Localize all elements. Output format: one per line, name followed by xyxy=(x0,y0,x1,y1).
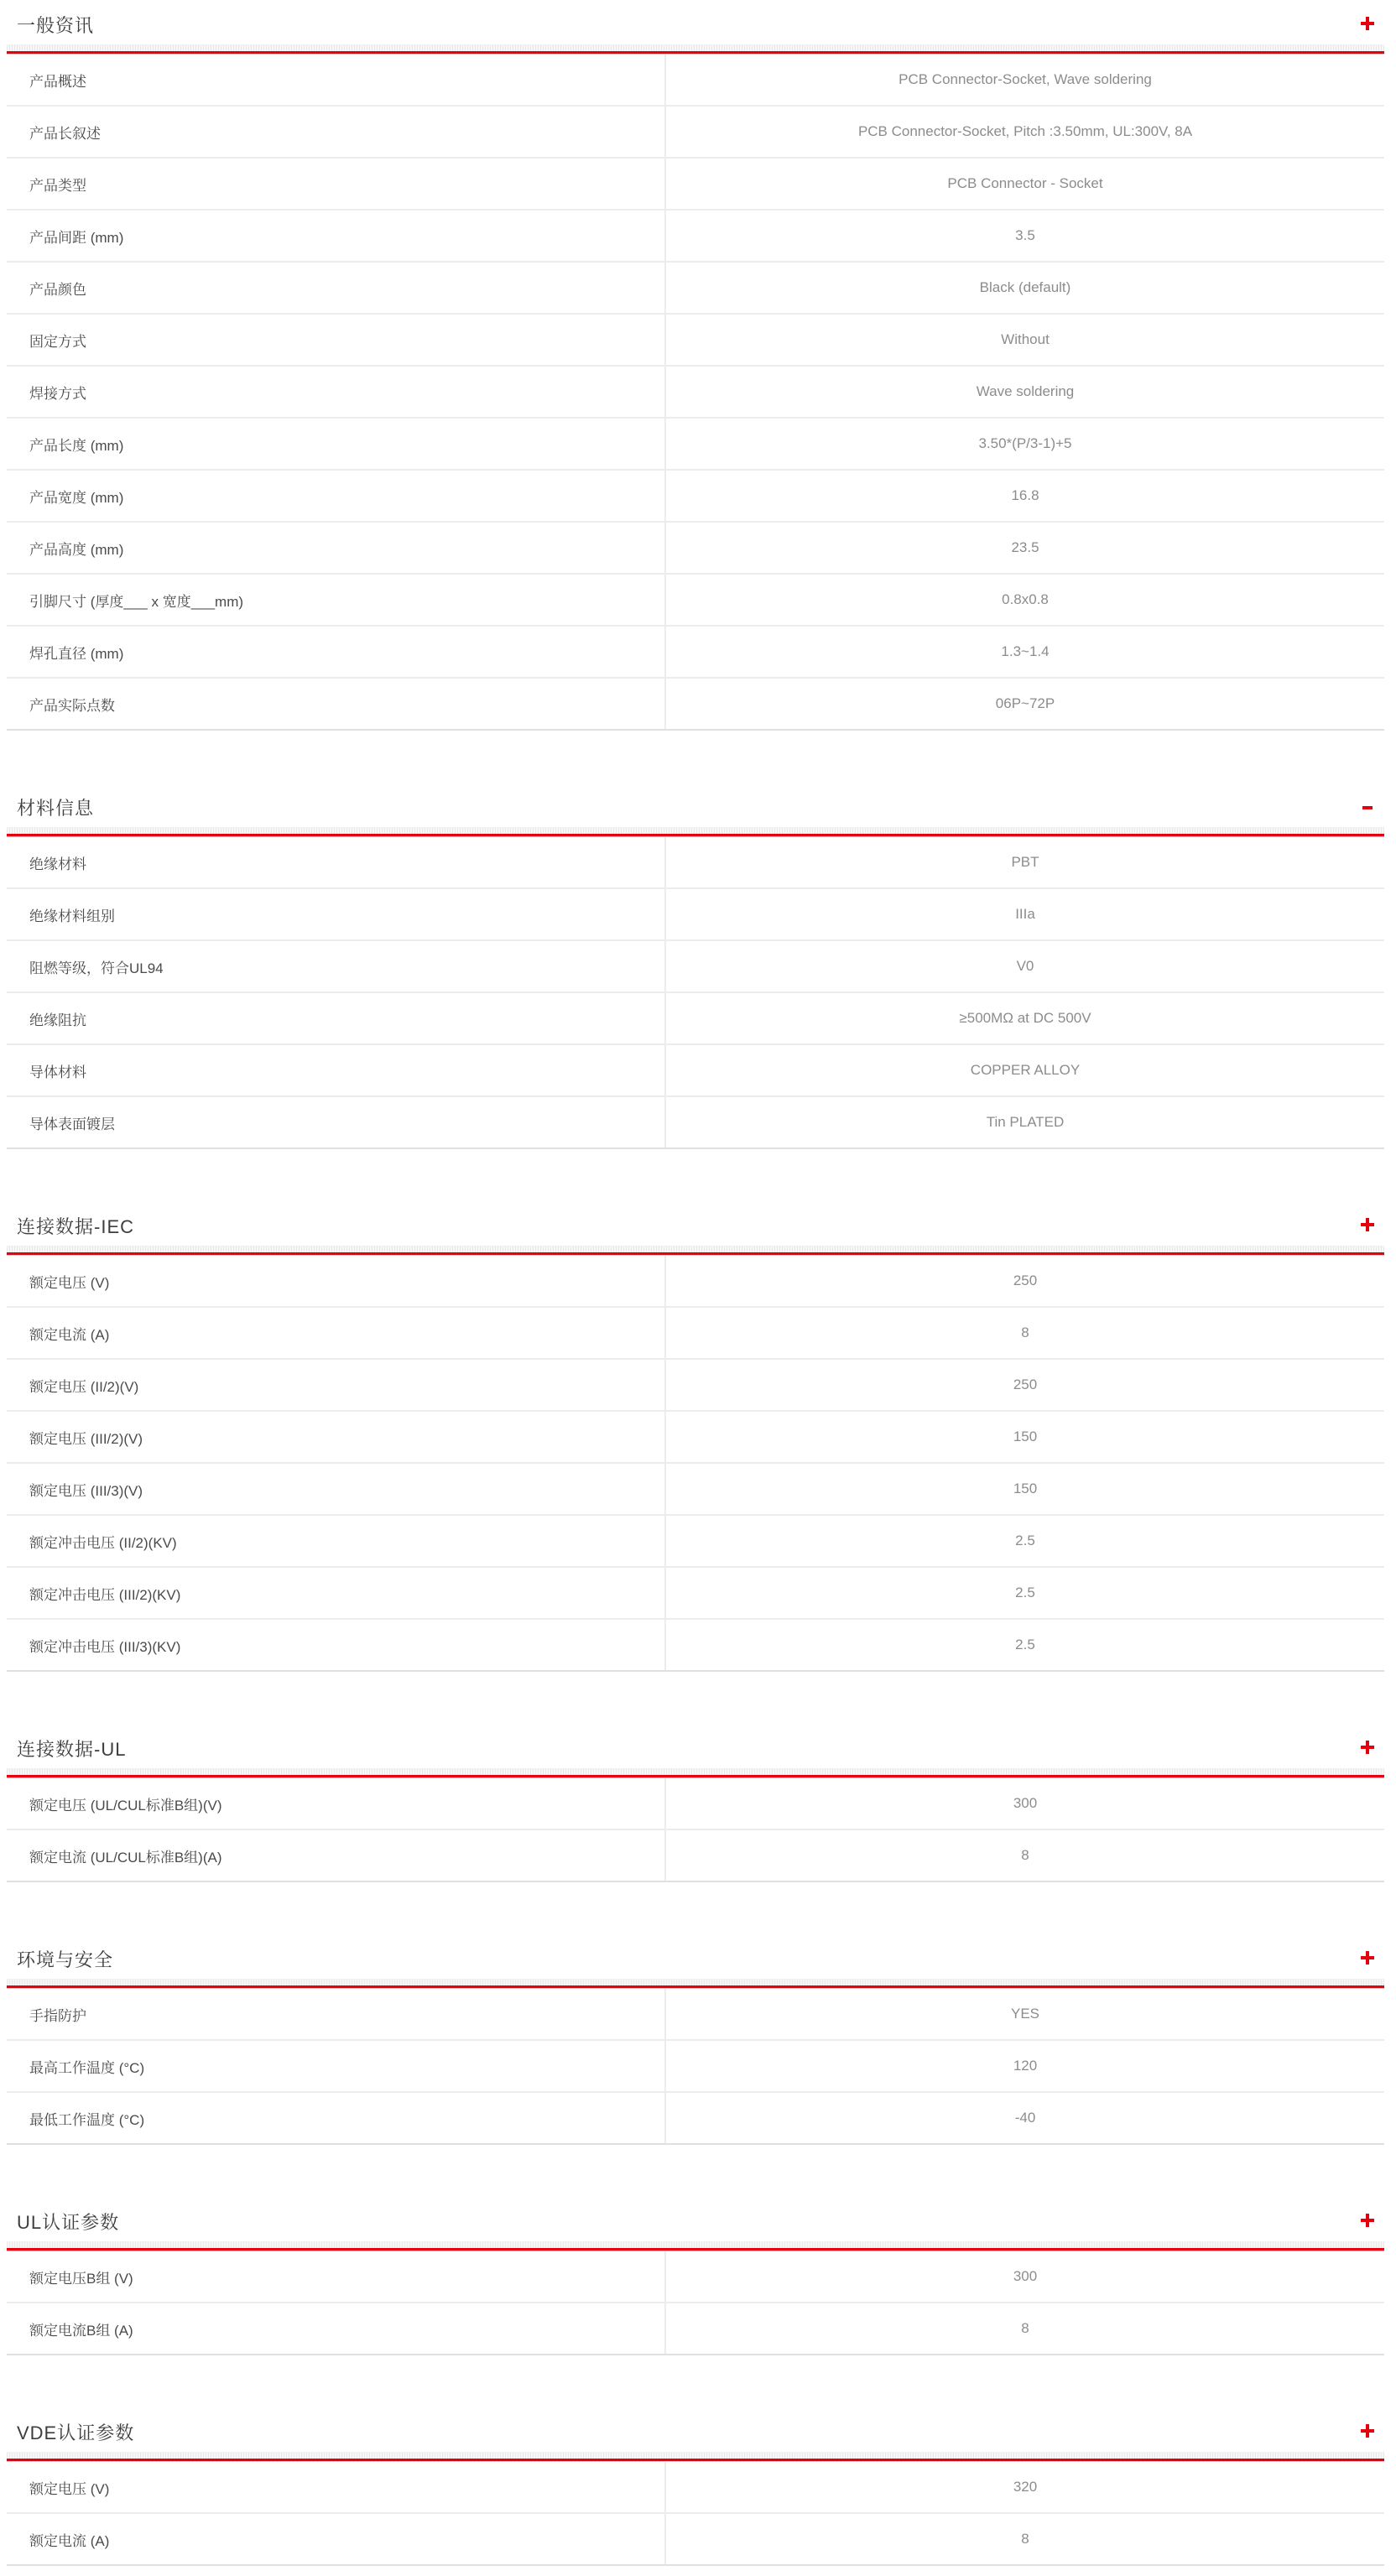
expand-button[interactable] xyxy=(1361,1951,1374,1965)
table-row xyxy=(7,417,1384,469)
spec-section xyxy=(7,0,1384,731)
row-label: 导体材料 xyxy=(7,1045,666,1095)
table-row xyxy=(7,1095,1384,1147)
row-value: 0.8x0.8 xyxy=(1002,591,1049,607)
table-row xyxy=(7,991,1384,1043)
section-table xyxy=(7,55,1384,731)
row-value: 1.3~1.4 xyxy=(1001,643,1050,659)
plus-icon xyxy=(1361,2214,1374,2227)
row-value: 06P~72P xyxy=(995,695,1055,711)
row-value: 250 xyxy=(1013,1376,1038,1392)
row-label: 产品类型 xyxy=(7,159,666,209)
spec-section xyxy=(7,1201,1384,1672)
section-table xyxy=(7,2462,1384,2566)
row-value: 120 xyxy=(1013,2058,1038,2074)
row-label: 产品颜色 xyxy=(7,263,666,313)
section-divider-band xyxy=(7,827,1384,834)
row-label: 产品宽度 (mm) xyxy=(7,471,666,521)
table-row xyxy=(7,677,1384,729)
row-value: 150 xyxy=(1013,1481,1038,1496)
row-label: 产品长叙述 xyxy=(7,107,666,157)
table-row xyxy=(7,157,1384,209)
row-value: V0 xyxy=(1016,958,1034,974)
section-title: UL认证参数 xyxy=(17,2212,120,2233)
table-row xyxy=(7,939,1384,991)
row-value: COPPER ALLOY xyxy=(970,1062,1081,1078)
row-label: 引脚尺寸 (厚度___ x 宽度___mm) xyxy=(7,575,666,625)
expand-button[interactable] xyxy=(1361,17,1374,30)
table-row xyxy=(7,1410,1384,1462)
section-table xyxy=(7,1778,1384,1882)
section-title: 材料信息 xyxy=(17,798,95,819)
row-value: Wave soldering xyxy=(976,383,1075,399)
row-value: PCB Connector-Socket, Wave soldering xyxy=(899,71,1152,87)
table-row xyxy=(7,2512,1384,2564)
table-row xyxy=(7,469,1384,521)
table-row xyxy=(7,1358,1384,1410)
table-row xyxy=(7,887,1384,939)
section-header xyxy=(7,2197,1384,2241)
row-value: 16.8 xyxy=(1011,487,1039,503)
spec-section xyxy=(7,2197,1384,2355)
row-label: 额定电压 (III/3)(V) xyxy=(7,1464,666,1514)
table-row xyxy=(7,209,1384,261)
row-label: 绝缘材料组别 xyxy=(7,889,666,939)
section-divider-band xyxy=(7,2452,1384,2459)
table-row xyxy=(7,1618,1384,1670)
table-row xyxy=(7,2091,1384,2143)
section-table xyxy=(7,1989,1384,2145)
section-table xyxy=(7,1256,1384,1672)
table-row xyxy=(7,2251,1384,2302)
table-row xyxy=(7,1778,1384,1829)
row-value: 8 xyxy=(1021,2320,1029,2336)
table-row xyxy=(7,365,1384,417)
row-value: 300 xyxy=(1013,1795,1038,1811)
row-label: 额定电压 (UL/CUL标准B组)(V) xyxy=(7,1778,666,1829)
row-label: 额定冲击电压 (II/2)(KV) xyxy=(7,1516,666,1566)
table-row xyxy=(7,1306,1384,1358)
row-value: ≥500MΩ at DC 500V xyxy=(959,1010,1091,1026)
table-row xyxy=(7,573,1384,625)
row-value: PBT xyxy=(1011,854,1039,870)
expand-button[interactable] xyxy=(1361,2214,1374,2227)
row-label: 阻燃等级，符合UL94 xyxy=(7,941,666,991)
row-label: 额定电流 (UL/CUL标准B组)(A) xyxy=(7,1830,666,1881)
section-header xyxy=(7,1201,1384,1246)
expand-button[interactable] xyxy=(1361,2424,1374,2438)
spec-section xyxy=(7,1934,1384,2145)
table-row xyxy=(7,105,1384,157)
row-label: 额定电压 (V) xyxy=(7,2462,666,2512)
table-row xyxy=(7,521,1384,573)
row-value: Tin PLATED xyxy=(986,1114,1065,1130)
row-value: 3.5 xyxy=(1015,227,1035,243)
section-title: 连接数据-UL xyxy=(17,1739,127,1760)
row-label: 额定电压 (III/2)(V) xyxy=(7,1412,666,1462)
section-header xyxy=(7,2407,1384,2452)
row-value: -40 xyxy=(1014,2110,1036,2126)
table-row xyxy=(7,2039,1384,2091)
spec-section xyxy=(7,783,1384,1149)
row-value: PCB Connector - Socket xyxy=(947,175,1103,191)
row-value: 8 xyxy=(1021,1847,1029,1863)
row-label: 额定电压B组 (V) xyxy=(7,2251,666,2302)
table-row xyxy=(7,1256,1384,1306)
section-divider-band xyxy=(7,1246,1384,1252)
row-label: 额定冲击电压 (III/3)(KV) xyxy=(7,1620,666,1670)
row-label: 产品概述 xyxy=(7,55,666,105)
row-label: 绝缘阻抗 xyxy=(7,993,666,1043)
row-value: PCB Connector-Socket, Pitch :3.50mm, UL:300V, 8A xyxy=(857,123,1193,139)
expand-button[interactable] xyxy=(1361,1741,1374,1754)
section-divider-band xyxy=(7,1979,1384,1985)
row-label: 产品长度 (mm) xyxy=(7,419,666,469)
table-row xyxy=(7,313,1384,365)
section-title: 一般资讯 xyxy=(17,15,95,36)
section-title: 环境与安全 xyxy=(17,1949,114,1970)
row-value: 2.5 xyxy=(1015,1585,1035,1600)
row-label: 额定电压 (II/2)(V) xyxy=(7,1360,666,1410)
row-value: 2.5 xyxy=(1015,1533,1035,1548)
table-row xyxy=(7,837,1384,887)
expand-button[interactable] xyxy=(1361,1218,1374,1231)
row-label: 额定电压 (V) xyxy=(7,1256,666,1306)
table-row xyxy=(7,1829,1384,1881)
plus-icon xyxy=(1361,1741,1374,1754)
table-row xyxy=(7,55,1384,105)
row-label: 产品实际点数 xyxy=(7,679,666,729)
section-divider-band xyxy=(7,2241,1384,2248)
section-header xyxy=(7,783,1384,827)
row-value: 3.50*(P/3-1)+5 xyxy=(978,435,1072,451)
row-value: 250 xyxy=(1013,1272,1038,1288)
row-label: 最高工作温度 (°C) xyxy=(7,2041,666,2091)
section-divider-band xyxy=(7,44,1384,51)
row-value: 8 xyxy=(1021,2531,1029,2547)
row-label: 额定电流 (A) xyxy=(7,2514,666,2564)
table-row xyxy=(7,1989,1384,2039)
row-label: 绝缘材料 xyxy=(7,837,666,887)
plus-icon xyxy=(1361,1951,1374,1965)
row-value: Without xyxy=(1001,331,1050,347)
row-value: 23.5 xyxy=(1011,539,1039,555)
row-label: 焊接方式 xyxy=(7,367,666,417)
table-row xyxy=(7,625,1384,677)
collapse-button[interactable] xyxy=(1361,799,1374,813)
row-label: 额定电流B组 (A) xyxy=(7,2303,666,2354)
sections-container xyxy=(7,0,1384,2566)
row-label: 手指防护 xyxy=(7,1989,666,2039)
table-row xyxy=(7,2302,1384,2354)
plus-icon xyxy=(1361,2424,1374,2438)
row-label: 额定冲击电压 (III/2)(KV) xyxy=(7,1568,666,1618)
row-value: 2.5 xyxy=(1015,1637,1035,1652)
table-row xyxy=(7,1462,1384,1514)
plus-icon xyxy=(1361,1218,1374,1231)
row-value: 300 xyxy=(1013,2268,1038,2284)
section-title: 连接数据-IEC xyxy=(17,1216,135,1237)
row-label: 产品间距 (mm) xyxy=(7,211,666,261)
table-row xyxy=(7,261,1384,313)
section-table xyxy=(7,837,1384,1149)
row-value: 320 xyxy=(1013,2479,1038,2495)
table-row xyxy=(7,1514,1384,1566)
section-table xyxy=(7,2251,1384,2355)
table-row xyxy=(7,1566,1384,1618)
section-header xyxy=(7,0,1384,44)
section-divider-band xyxy=(7,1768,1384,1775)
row-value: 150 xyxy=(1013,1429,1038,1444)
spec-section xyxy=(7,2407,1384,2566)
row-value: IIIa xyxy=(1015,906,1035,922)
section-header xyxy=(7,1724,1384,1768)
spec-section xyxy=(7,1724,1384,1882)
row-label: 焊孔直径 (mm) xyxy=(7,627,666,677)
row-label: 导体表面镀层 xyxy=(7,1097,666,1147)
minus-icon xyxy=(1361,799,1374,813)
row-label: 额定电流 (A) xyxy=(7,1308,666,1358)
row-value: 8 xyxy=(1021,1324,1029,1340)
table-row xyxy=(7,1043,1384,1095)
row-label: 最低工作温度 (°C) xyxy=(7,2093,666,2143)
row-label: 固定方式 xyxy=(7,315,666,365)
section-header xyxy=(7,1934,1384,1979)
row-label: 产品高度 (mm) xyxy=(7,523,666,573)
plus-icon xyxy=(1361,17,1374,30)
row-value: Black (default) xyxy=(979,279,1071,295)
section-title: VDE认证参数 xyxy=(17,2422,135,2443)
table-row xyxy=(7,2462,1384,2512)
row-value: YES xyxy=(1010,2006,1040,2022)
